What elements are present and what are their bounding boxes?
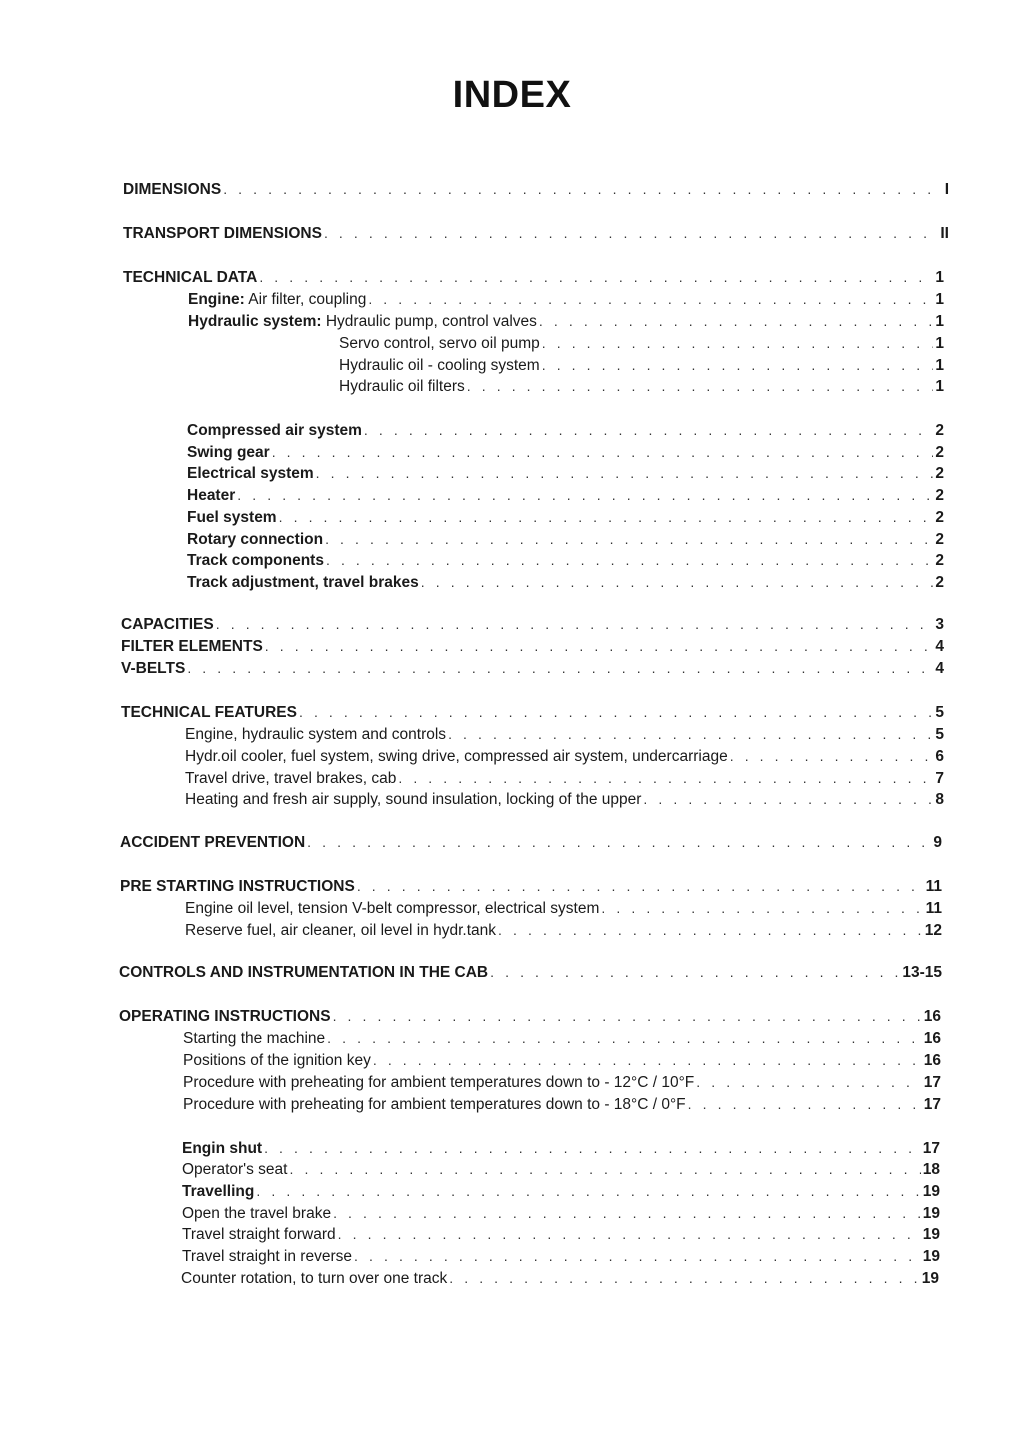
toc-entry-page: 11 — [925, 878, 942, 895]
toc-entry-counter-rotation[interactable] — [181, 1268, 939, 1289]
dot-leader — [490, 962, 900, 982]
toc-entry-page: 1 — [935, 291, 944, 308]
toc-entry-label: ACCIDENT PREVENTION — [120, 834, 306, 851]
toc-entry-engine-oil-level[interactable] — [185, 898, 942, 919]
toc-entry-page: 16 — [923, 1052, 941, 1069]
dot-leader — [539, 311, 933, 331]
toc-entry-page: 19 — [922, 1248, 940, 1265]
dot-leader — [216, 614, 934, 634]
toc-entry-label: Counter rotation, to turn over one track — [181, 1270, 448, 1287]
toc-entry-label: Heater — [187, 487, 236, 504]
toc-entry-filter-elements[interactable] — [121, 636, 944, 657]
toc-entry-page: 9 — [933, 834, 942, 851]
dot-leader — [498, 920, 923, 940]
toc-entry-label: FILTER ELEMENTS — [121, 638, 263, 655]
toc-entry-page: 19 — [922, 1183, 940, 1200]
toc-entry-travelling[interactable] — [182, 1181, 940, 1202]
dot-leader — [448, 724, 933, 744]
page-title: INDEX — [452, 74, 572, 116]
toc-entry-label — [188, 290, 366, 310]
toc-entry-label: Hydraulic oil filters — [339, 378, 465, 395]
toc-entry-operators-seat[interactable] — [182, 1159, 940, 1180]
dot-leader — [398, 768, 933, 788]
dot-leader — [299, 702, 933, 722]
toc-entry-pre-starting[interactable] — [120, 876, 942, 897]
dot-leader — [316, 463, 934, 483]
toc-entry-page: 13-15 — [902, 964, 942, 981]
toc-entry-open-travel-brake[interactable] — [182, 1203, 940, 1224]
toc-entry-page: 19 — [921, 1270, 939, 1287]
toc-entry-page: 1 — [935, 378, 944, 395]
toc-entry-track-components[interactable] — [187, 550, 944, 571]
dot-leader — [601, 898, 923, 918]
toc-entry-label-rest: Hydraulic pump, control valves — [321, 313, 537, 330]
toc-entry-page: 3 — [935, 616, 944, 633]
toc-entry-page: 16 — [923, 1008, 941, 1025]
toc-entry-page: 11 — [925, 900, 942, 917]
toc-entry-page: 19 — [922, 1226, 940, 1243]
toc-entry-hydraulic-oil-filters[interactable] — [339, 376, 944, 397]
toc-entry-page: 2 — [935, 509, 944, 526]
toc-entry-electrical-system[interactable] — [187, 463, 944, 484]
toc-entry-page: 12 — [924, 922, 942, 939]
dot-leader — [449, 1268, 920, 1288]
dot-leader — [357, 876, 924, 896]
toc-entry-label: Servo control, servo oil pump — [339, 335, 540, 352]
toc-entry-label-bold: Engine: — [188, 291, 245, 308]
toc-entry-page: 4 — [935, 638, 944, 655]
toc-entry-page: 2 — [935, 444, 944, 461]
toc-entry-label: Engine, hydraulic system and controls — [185, 726, 447, 743]
dot-leader — [696, 1072, 922, 1092]
dot-leader — [326, 550, 933, 570]
toc-entry-page: 2 — [935, 487, 944, 504]
toc-entry-track-adjustment[interactable] — [187, 572, 944, 593]
dot-leader — [272, 442, 934, 462]
dot-leader — [237, 485, 933, 505]
toc-entry-page: 8 — [935, 791, 944, 808]
toc-entry-label: Positions of the ignition key — [183, 1052, 371, 1069]
toc-entry-travel-forward[interactable] — [182, 1224, 940, 1245]
toc-entry-page: 4 — [935, 660, 944, 677]
toc-entry-page: 17 — [922, 1140, 940, 1157]
toc-entry-label: Starting the machine — [183, 1030, 326, 1047]
toc-entry-label: CONTROLS AND INSTRUMENTATION IN THE CAB — [119, 964, 489, 981]
toc-entry-compressed-air[interactable] — [187, 420, 944, 441]
dot-leader — [325, 529, 933, 549]
toc-entry-transport-dimensions[interactable] — [123, 223, 949, 244]
toc-entry-label: Compressed air system — [187, 422, 362, 439]
toc-entry-label: Travel straight in reverse — [182, 1248, 352, 1265]
toc-entry-label: Travel straight forward — [182, 1226, 336, 1243]
toc-entry-label: Heating and fresh air supply, sound insulation, locking of the upper — [185, 791, 642, 808]
dot-leader — [259, 267, 933, 287]
toc-entry-v-belts[interactable] — [121, 658, 944, 679]
toc-entry-label: TECHNICAL DATA — [123, 269, 258, 286]
dot-leader — [279, 507, 934, 527]
toc-entry-rotary-connection[interactable] — [187, 529, 944, 550]
toc-entry-page: 1 — [935, 357, 944, 374]
dot-leader — [542, 355, 934, 375]
toc-entry-technical-data[interactable] — [123, 267, 944, 288]
toc-entry-heating-fresh-air[interactable] — [185, 789, 944, 810]
toc-entry-page: 17 — [923, 1074, 941, 1091]
toc-entry-reserve-fuel[interactable] — [185, 920, 942, 941]
toc-entry-hydraulic-oil-cooling[interactable] — [339, 355, 944, 376]
toc-entry-engin-shut[interactable] — [182, 1138, 940, 1159]
toc-entry-page: 1 — [935, 335, 944, 352]
toc-entry-page: 19 — [922, 1205, 940, 1222]
dot-leader — [730, 746, 934, 766]
toc-entry-page: I — [944, 181, 949, 198]
toc-entry-hydr-oil-cooler[interactable] — [185, 746, 944, 767]
toc-entry-label-bold: Hydraulic system: — [188, 313, 322, 330]
toc-entry-label: Procedure with preheating for ambient temperatures down to - 12°C / 10°F — [183, 1074, 695, 1091]
toc-entry-page: 5 — [935, 704, 944, 721]
toc-entry-label: CAPACITIES — [121, 616, 214, 633]
dot-leader — [643, 789, 933, 809]
toc-entry-label: TRANSPORT DIMENSIONS — [123, 225, 322, 242]
toc-entry-label: Electrical system — [187, 465, 314, 482]
toc-entry-page: 18 — [922, 1161, 940, 1178]
toc-entry-label: Engine oil level, tension V-belt compressor, electrical system — [185, 900, 600, 917]
toc-entry-label — [188, 312, 537, 332]
toc-entry-heater[interactable] — [187, 485, 944, 506]
toc-entry-servo-control[interactable] — [339, 333, 944, 354]
toc-entry-controls-instrumentation[interactable] — [119, 962, 942, 983]
toc-entry-engine-hydraulic-controls[interactable] — [185, 724, 944, 745]
toc-entry-accident-prevention[interactable] — [120, 832, 942, 853]
dot-leader — [333, 1203, 921, 1223]
toc-entry-label: OPERATING INSTRUCTIONS — [119, 1008, 331, 1025]
toc-entry-page: 17 — [923, 1096, 941, 1113]
toc-entry-page: 2 — [935, 574, 944, 591]
dot-leader — [373, 1050, 922, 1070]
toc-entry-label: Procedure with preheating for ambient temperatures down to - 18°C / 0°F — [183, 1096, 686, 1113]
toc-entry-label: Operator's seat — [182, 1161, 288, 1178]
toc-entry-page: 2 — [935, 465, 944, 482]
toc-entry-swing-gear[interactable] — [187, 442, 944, 463]
toc-entry-page: 6 — [935, 748, 944, 765]
dot-leader — [327, 1028, 922, 1048]
toc-entry-engine[interactable] — [188, 289, 944, 310]
toc-entry-label: PRE STARTING INSTRUCTIONS — [120, 878, 355, 895]
toc-entry-label: Travel drive, travel brakes, cab — [185, 770, 397, 787]
toc-entry-label: Hydr.oil cooler, fuel system, swing drive, compressed air system, undercarriage — [185, 748, 728, 765]
dot-leader — [688, 1094, 922, 1114]
toc-entry-page: II — [940, 225, 949, 242]
toc-entry-label: Track components — [187, 552, 324, 569]
toc-entry-label: Hydraulic oil - cooling system — [339, 357, 540, 374]
toc-entry-operating-instructions[interactable] — [119, 1006, 941, 1027]
toc-entry-label: DIMENSIONS — [123, 181, 222, 198]
dot-leader — [223, 179, 943, 199]
toc-entry-fuel-system[interactable] — [187, 507, 944, 528]
dot-leader — [289, 1159, 920, 1179]
toc-entry-technical-features[interactable] — [121, 702, 944, 723]
toc-entry-page: 1 — [935, 269, 944, 286]
toc-entry-dimensions[interactable] — [123, 179, 949, 200]
toc-entry-hydraulic-system[interactable] — [188, 311, 944, 332]
dot-leader — [187, 658, 933, 678]
toc-entry-label: Swing gear — [187, 444, 270, 461]
toc-entry-travel-reverse[interactable] — [182, 1246, 940, 1267]
toc-entry-preheating-18c[interactable] — [183, 1094, 941, 1115]
dot-leader — [368, 289, 933, 309]
toc-entry-capacities[interactable] — [121, 614, 944, 635]
toc-entry-starting-machine[interactable] — [183, 1028, 941, 1049]
toc-entry-page: 1 — [935, 313, 944, 330]
toc-entry-label: Open the travel brake — [182, 1205, 332, 1222]
dot-leader — [265, 636, 934, 656]
dot-leader — [467, 376, 934, 396]
dot-leader — [324, 223, 938, 243]
toc-entry-page: 2 — [935, 531, 944, 548]
dot-leader — [421, 572, 934, 592]
toc-entry-page: 2 — [935, 552, 944, 569]
toc-entry-page: 16 — [923, 1030, 941, 1047]
toc-entry-label: Track adjustment, travel brakes — [187, 574, 419, 591]
toc-entry-page: 5 — [935, 726, 944, 743]
dot-leader — [354, 1246, 921, 1266]
toc-entry-label: V-BELTS — [121, 660, 186, 677]
dot-leader — [542, 333, 934, 353]
toc-entry-label: Engin shut — [182, 1140, 263, 1157]
toc-entry-label: Travelling — [182, 1183, 255, 1200]
toc-entry-travel-drive[interactable] — [185, 768, 944, 789]
dot-leader — [264, 1138, 921, 1158]
toc-entry-ignition-key[interactable] — [183, 1050, 941, 1071]
toc-entry-label: Reserve fuel, air cleaner, oil level in hydr.tank — [185, 922, 497, 939]
dot-leader — [338, 1224, 921, 1244]
dot-leader — [307, 832, 931, 852]
toc-entry-label: Fuel system — [187, 509, 277, 526]
toc-entry-label-rest: Air filter, coupling — [244, 291, 367, 308]
toc-entry-page: 7 — [935, 770, 944, 787]
dot-leader — [364, 420, 933, 440]
dot-leader — [256, 1181, 920, 1201]
toc-entry-preheating-12c[interactable] — [183, 1072, 941, 1093]
toc-entry-page: 2 — [935, 422, 944, 439]
dot-leader — [333, 1006, 922, 1026]
toc-entry-label: Rotary connection — [187, 531, 324, 548]
toc-entry-label: TECHNICAL FEATURES — [121, 704, 297, 721]
